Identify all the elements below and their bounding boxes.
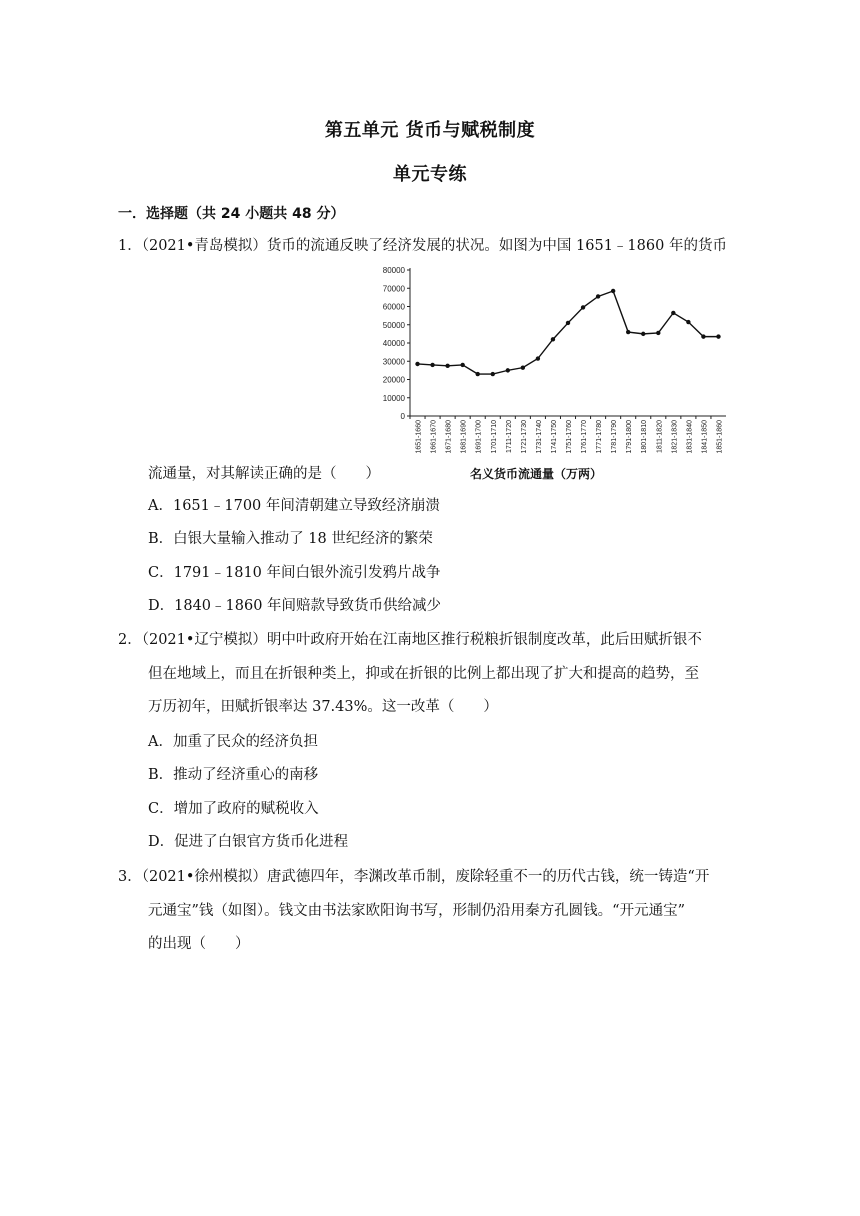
x-tick-label: 1661-1670 <box>430 420 438 454</box>
x-tick-label: 1791-1800 <box>626 420 634 454</box>
data-point <box>460 363 464 367</box>
data-point <box>716 334 720 338</box>
x-tick-label: 1811-1820 <box>656 420 664 453</box>
x-tick-label: 1841-1850 <box>701 420 709 454</box>
y-tick-label: 40000 <box>382 339 405 348</box>
data-point <box>415 362 419 366</box>
question-2-option-b[interactable]: B．推动了经济重心的南移 <box>148 767 319 783</box>
x-tick-label: 1731-1740 <box>535 420 543 454</box>
data-point <box>430 363 434 367</box>
question-2-option-c[interactable]: C．增加了政府的赋税收入 <box>148 801 319 817</box>
x-tick-label: 1691-1700 <box>475 420 483 454</box>
question-2-stem-line1: 2．（2021•辽宁模拟）明中叶政府开始在江南地区推行税粮折银制度改革，此后田赋折银不 <box>118 632 702 648</box>
x-tick-label: 1681-1690 <box>460 420 468 454</box>
x-tick-label: 1761-1770 <box>581 420 589 454</box>
data-point <box>491 372 495 376</box>
data-point <box>551 337 555 341</box>
x-tick-label: 1711-1720 <box>505 420 513 453</box>
y-tick-label: 80000 <box>382 266 405 275</box>
data-point <box>686 320 690 324</box>
question-3-stem-line3: 的出现（ ） <box>148 936 250 952</box>
data-point <box>476 372 480 376</box>
series-line <box>418 291 719 374</box>
x-tick-label: 1651-1660 <box>415 420 423 454</box>
data-point <box>566 321 570 325</box>
question-2-option-a[interactable]: A．加重了民众的经济负担 <box>148 734 318 750</box>
data-point <box>445 364 449 368</box>
x-tick-label: 1831-1840 <box>686 420 694 454</box>
question-3-stem-line2: 元通宝”钱（如图）。钱文由书法家欧阳询书写，形制仍沿用秦方孔圆钱。“开元通宝” <box>148 903 685 919</box>
x-tick-label: 1721-1730 <box>520 420 528 454</box>
question-1-stem-line2: 流通量，对其解读正确的是（ ） <box>148 466 380 482</box>
section-heading: 一．选择题（共 24 小题共 48 分） <box>118 206 345 222</box>
data-point <box>641 332 645 336</box>
question-3-stem-line1: 3．（2021•徐州模拟）唐武德四年，李渊改革币制，废除轻重不一的历代古钱，统一铸造“开 <box>118 869 710 885</box>
y-tick-label: 70000 <box>382 284 405 294</box>
data-point <box>536 356 540 360</box>
x-tick-label: 1801-1810 <box>641 420 649 454</box>
data-point <box>611 289 615 293</box>
question-1-option-a[interactable]: A．1651﹣1700 年间清朝建立导致经济崩溃 <box>148 498 440 514</box>
data-point <box>626 330 630 334</box>
question-2-stem-line2: 但在地域上，而且在折银种类上，抑或在折银的比例上都出现了扩大和提高的趋势，至 <box>148 666 699 682</box>
data-point <box>581 305 585 309</box>
data-point <box>506 368 510 372</box>
y-tick-label: 60000 <box>382 302 405 312</box>
x-tick-label: 1741-1750 <box>550 420 558 454</box>
data-point <box>596 294 600 298</box>
y-tick-label: 30000 <box>382 357 405 367</box>
question-1-option-d[interactable]: D．1840﹣1860 年间赔款导致货币供给减少 <box>148 598 442 614</box>
data-point <box>521 365 525 369</box>
y-tick-label: 50000 <box>382 320 405 330</box>
y-tick-label: 10000 <box>382 393 405 403</box>
currency-circulation-chart <box>364 262 736 484</box>
data-point <box>701 334 705 338</box>
y-tick-label: 20000 <box>382 375 405 385</box>
data-point <box>656 331 660 335</box>
chart-xlabel: 名义货币流通量（万两） <box>470 467 603 481</box>
question-1-stem-line1: 1．（2021•青岛模拟）货币的流通反映了经济发展的状况。如图为中国 1651﹣1860 年的货币 <box>118 238 727 254</box>
x-tick-label: 1771-1780 <box>596 420 604 454</box>
x-tick-label: 1781-1790 <box>611 420 619 454</box>
x-tick-label: 1851-1860 <box>716 420 724 454</box>
x-tick-label: 1751-1760 <box>566 420 573 454</box>
x-tick-label: 1821-1830 <box>671 420 679 454</box>
question-1-option-c[interactable]: C．1791﹣1810 年间白银外流引发鸦片战争 <box>148 565 441 581</box>
y-tick-label: 0 <box>400 412 405 421</box>
x-tick-label: 1671-1680 <box>445 420 453 454</box>
question-1-option-b[interactable]: B．白银大量输入推动了 18 世纪经济的繁荣 <box>148 531 433 547</box>
data-point <box>671 311 675 315</box>
page-subtitle: 单元专练 <box>393 164 467 185</box>
question-2-stem-line3: 万历初年，田赋折银率达 37.43%。这一改革（ ） <box>148 699 498 715</box>
question-2-option-d[interactable]: D．促进了白银官方货币化进程 <box>148 834 349 850</box>
x-tick-label: 1701-1710 <box>490 420 498 454</box>
page-title: 第五单元 货币与赋税制度 <box>324 120 536 141</box>
